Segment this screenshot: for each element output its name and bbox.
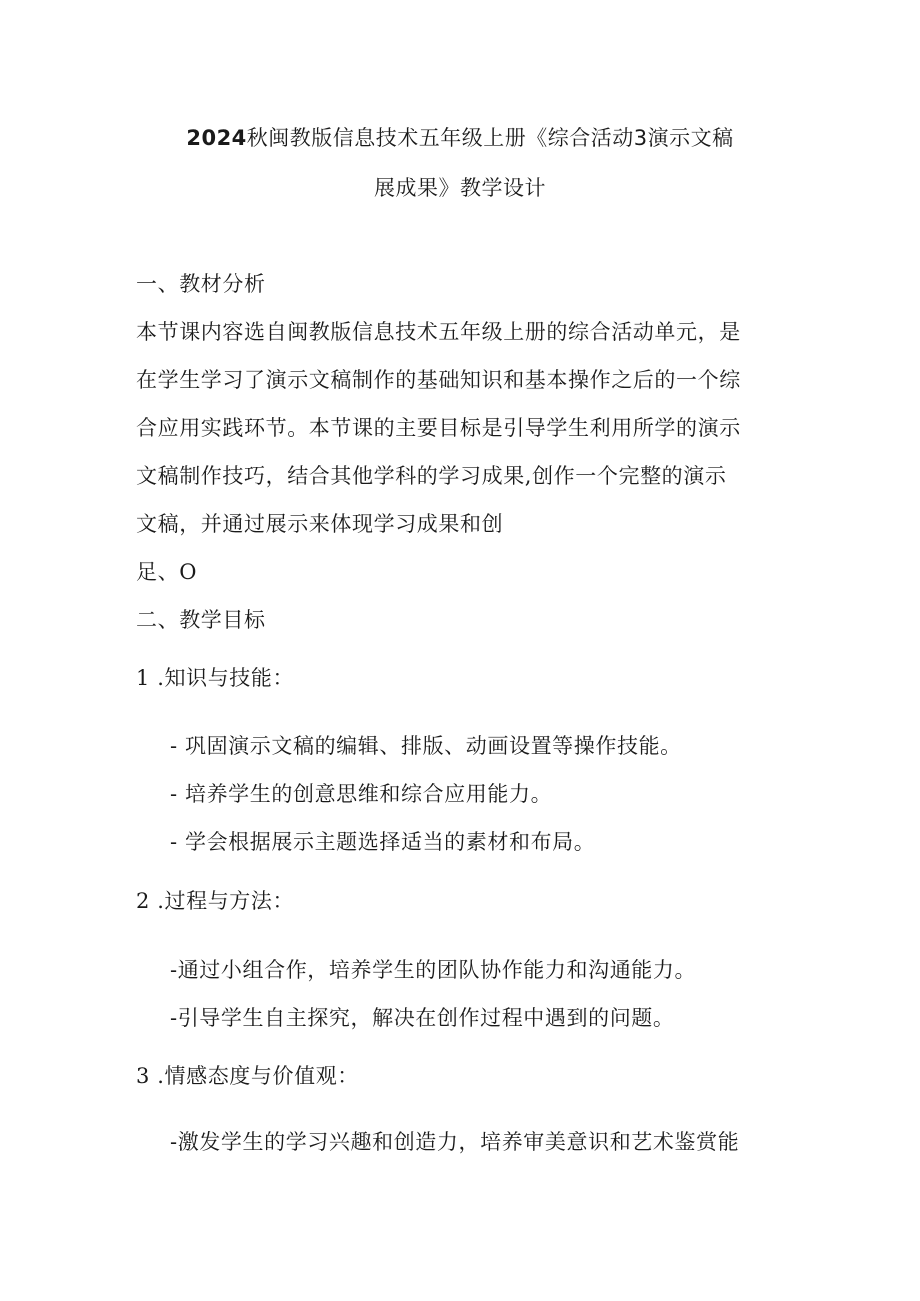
list-item: - 巩固演示文稿的编辑、排版、动画设置等操作技能。 (170, 734, 682, 758)
list-item: - 学会根据展示主题选择适当的素材和布局。 (170, 830, 596, 854)
paragraph-line: 在学生学习了演示文稿制作的基础知识和基本操作之后的一个综 (136, 368, 741, 392)
paragraph-line: 文稿，并通过展示来体现学习成果和创 (136, 512, 504, 536)
title-year: 2024 (186, 126, 247, 150)
paragraph-line: 文稿制作技巧，结合其他学科的学习成果,创作一个完整的演示 (136, 464, 727, 488)
list-item: -引导学生自主探究，解决在创作过程中遇到的问题。 (170, 1006, 675, 1030)
list-item: - 培养学生的创意思维和综合应用能力。 (170, 782, 553, 806)
title-text: 秋闽教版信息技术五年级上册《综合活动3演示文稿 (246, 126, 734, 150)
list-item: -通过小组合作，培养学生的团队协作能力和沟通能力。 (170, 958, 697, 982)
paragraph-line: 合应用实践环节。本节课的主要目标是引导学生利用所学的演示 (136, 416, 741, 440)
subsection-3-heading: 3 .情感态度与价值观： (136, 1064, 359, 1088)
document-title-line-1 (0, 122, 920, 152)
paragraph-line: 足、O (136, 560, 198, 584)
paragraph-line: 本节课内容选自闽教版信息技术五年级上册的综合活动单元，是 (136, 320, 741, 344)
section-1-heading: 一、教材分析 (136, 272, 266, 296)
document-title-line-2: 展成果》教学设计 (374, 176, 546, 200)
subsection-2-heading: 2 .过程与方法： (136, 889, 295, 913)
section-2-heading: 二、教学目标 (136, 608, 266, 632)
list-item: -激发学生的学习兴趣和创造力，培养审美意识和艺术鉴赏能 (170, 1130, 740, 1154)
subsection-1-heading: 1 .知识与技能： (136, 666, 295, 690)
